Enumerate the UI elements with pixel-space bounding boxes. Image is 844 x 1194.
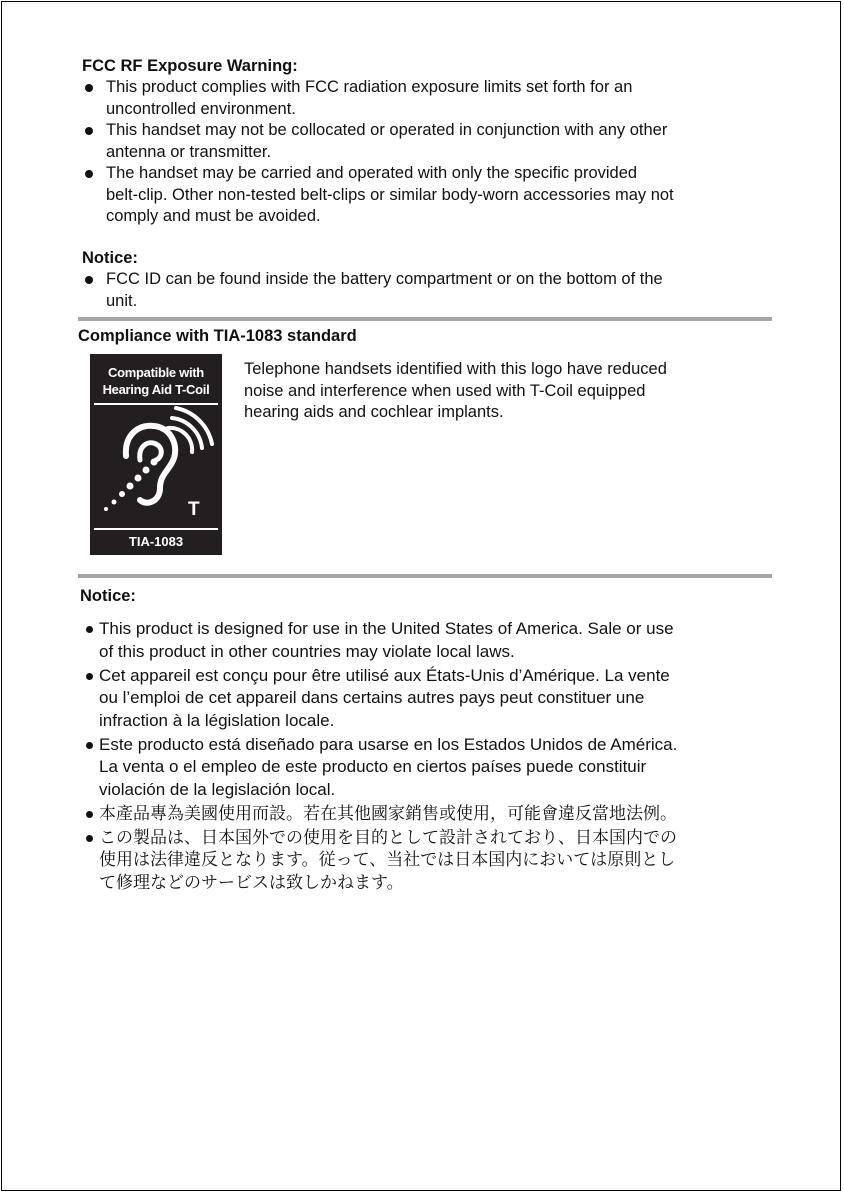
fcc-id-notice-section <box>82 248 772 312</box>
usage-notice-section <box>80 586 770 896</box>
list-item: この製品は、日本国外での使用を目的として設計されており、日本国内での 使用は法律違反となります。従って、当社では日本国内においては原則とし て修理などのサービスは致しかねます。 <box>80 827 770 895</box>
list-item: Este producto está diseñado para usarse en los Estados Unidos de América. La venta o el empleo de este producto en ciertos países puede constituir violación de la legislación local. <box>80 734 770 802</box>
list-item: This product complies with FCC radiation exposure limits set forth for an uncontrolled environment. <box>82 77 772 120</box>
tia-1083-heading: Compliance with TIA-1083 standard <box>78 327 357 345</box>
bullet-icon <box>85 127 93 135</box>
bullet-icon <box>86 626 93 633</box>
usage-notice-list <box>80 618 770 894</box>
tia-1083-description: Telephone handsets identified with this logo have reduced noise and interference when used with T-Coil equipped hearing aids and cochlear implants. <box>244 360 667 421</box>
logo-bottom-text: TIA-1083 <box>128 534 184 549</box>
logo-t-letter: T <box>188 499 200 520</box>
logo-divider <box>94 528 218 530</box>
fcc-id-notice-list <box>82 269 772 312</box>
list-item: FCC ID can be found inside the battery compartment or on the bottom of the unit. <box>82 269 772 312</box>
hearing-aid-t-coil-logo <box>90 354 222 555</box>
section-divider <box>78 317 772 321</box>
bullet-icon <box>86 811 93 818</box>
fcc-rf-exposure-section <box>82 56 772 228</box>
list-item: The handset may be carried and operated with only the specific provided belt-clip. Other non-tested belt-clips or similar body-worn accessories may not comply and must be avoided. <box>82 163 772 228</box>
fcc-rf-exposure-heading: FCC RF Exposure Warning: <box>82 57 298 75</box>
bullet-icon <box>86 742 93 749</box>
bullet-icon <box>86 673 93 680</box>
logo-top-text: Compatible with Hearing Aid T-Coil <box>102 365 210 397</box>
list-item: This handset may not be collocated or operated in conjunction with any other antenna or transmitter. <box>82 120 772 163</box>
document-page <box>1 1 841 1191</box>
tia-1083-section <box>78 326 768 346</box>
bullet-icon <box>85 276 93 284</box>
notice-heading: Notice: <box>82 249 138 267</box>
bullet-icon <box>85 170 93 178</box>
list-item: 本產品專為美國使用而設。若在其他國家銷售或使用，可能會違反當地法例。 <box>80 803 770 826</box>
bullet-icon <box>86 835 93 842</box>
notice-heading: Notice: <box>80 587 136 605</box>
list-item: Cet appareil est conçu pour être utilisé aux États-Unis d’Amérique. La vente ou l’emploi de cet appareil dans certains autres pays peut constituer une infraction à la législation locale. <box>80 665 770 733</box>
hearing-aid-ear-icon <box>90 398 222 518</box>
list-item: This product is designed for use in the United States of America. Sale or use of this product in other countries may violate local laws. <box>80 618 770 663</box>
section-divider <box>78 574 772 578</box>
fcc-rf-exposure-list <box>82 77 772 228</box>
bullet-icon <box>85 84 93 92</box>
